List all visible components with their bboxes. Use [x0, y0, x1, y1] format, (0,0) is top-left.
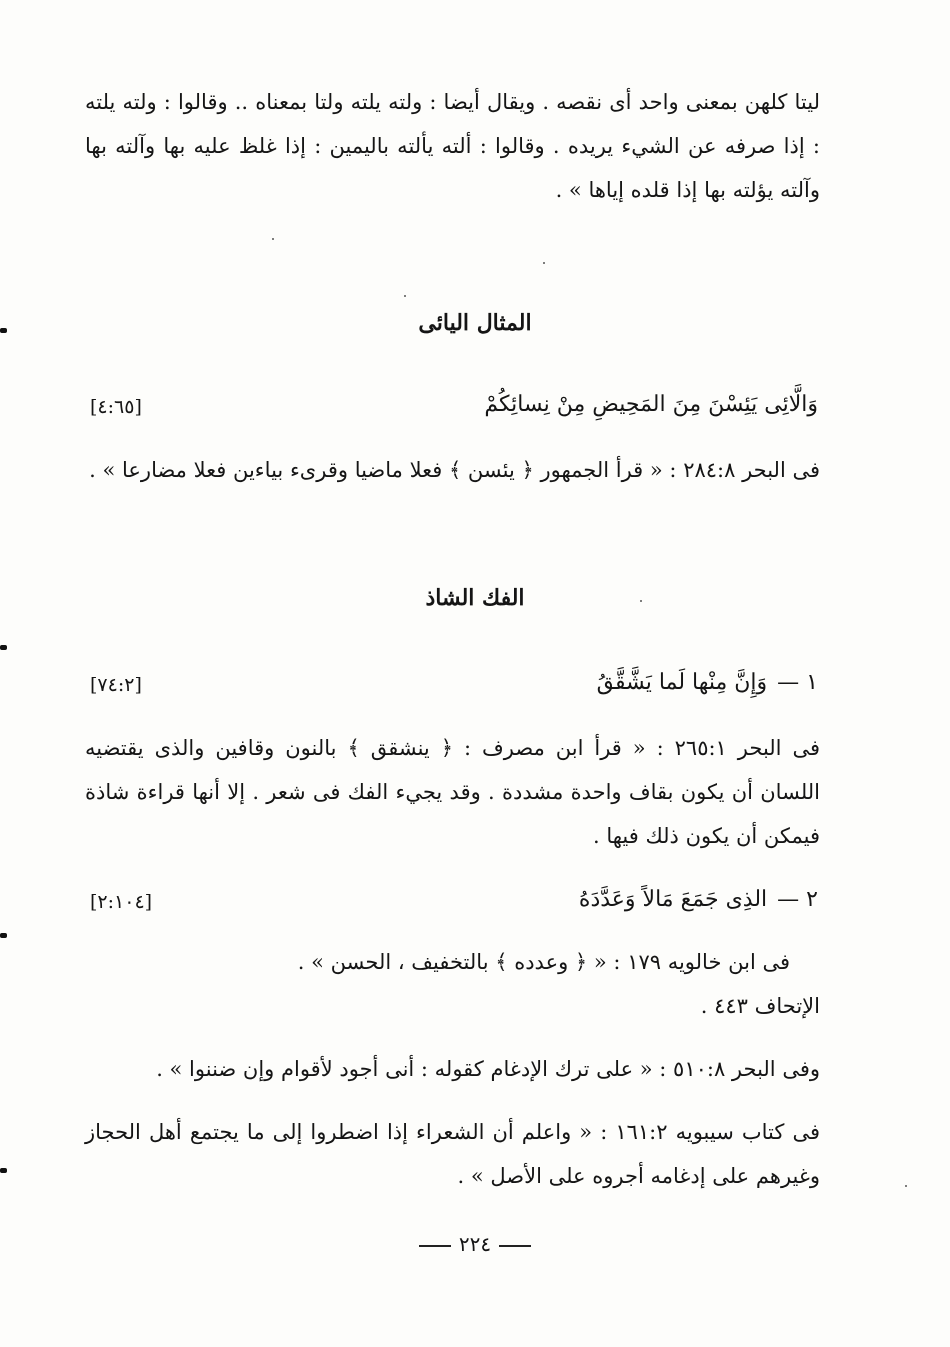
speck	[543, 262, 545, 264]
dash-right	[499, 1245, 531, 1247]
verse-line-3	[90, 887, 818, 927]
margin-mark	[0, 645, 7, 650]
note-bahr-510: وفى البحر ٥١٠:٨ : « على ترك الإدغام كقوله : أنى أجود لأقوام وإن ضننوا » .	[156, 1057, 820, 1081]
verse-number: ١ —	[777, 670, 818, 695]
margin-mark	[0, 1168, 7, 1173]
verse-text: وَالَّائِى يَئِسْنَ مِنَ المَحِيضِ مِنْ نِسائِكُمْ	[484, 392, 818, 417]
note-bahr-284: فى البحر ٢٨٤:٨ : « قرأ الجمهور ﴿ يئسن ﴾ فعلا ماضيا وقرىء بياءين فعلا مضارعا » .	[89, 458, 820, 482]
verse-number: ٢ —	[777, 887, 818, 912]
intro-paragraph: ليتا كلهن بمعنى واحد أى نقصه . ويقال أيضا : ولته يلته ولتا بمعناه .. وقالوا : ولته يلته : إذا صرفه عن الشيء يريده . وقالوا : ألته يألته باليمين : إذا غلظ عليه بها وآلته بها وآلته يؤلته بها إذا قلده إياها » .	[85, 90, 820, 202]
verse-text	[579, 887, 818, 912]
verse-body: الذِى جَمَعَ مَالاً وَعَدَّدَهُ	[578, 887, 768, 912]
speck	[640, 600, 642, 602]
page-number	[0, 1232, 950, 1256]
note-khalawayh: فى ابن خالويه ١٧٩ : « ﴿ وعدده ﴾ بالتخفيف ، الحسن » .	[297, 950, 790, 974]
verse-reference: [٢:١٠٤]	[90, 891, 153, 913]
speck	[905, 1185, 907, 1187]
heading-fakk-shadh: الفك الشاذ	[425, 585, 525, 611]
verse-line-2	[90, 670, 818, 710]
speck	[404, 295, 406, 297]
note-sibawayh: فى كتاب سيبويه ١٦١:٢ : « واعلم أن الشعراء إذا اضطروا إلى ما يجتمع أهل الحجاز وغيرهم على إدغامه أجروه على الأصل » .	[85, 1120, 820, 1188]
verse-reference: [٧٤:٢]	[90, 674, 142, 696]
note-bahr-265: فى البحر ٢٦٥:١ : « قرأ ابن مصرف : ﴿ ينشقق ﴾ بالنون وقافين والذى يقتضيه اللسان أن يكون بقاف واحدة مشددة . وقد يجيء الفك فى شعر . إلا أنها قراءة شاذة فيمكن أن يكون ذلك فيها .	[85, 736, 821, 848]
speck	[272, 238, 274, 240]
margin-mark	[0, 328, 7, 333]
note-ithaf: الإتحاف ٤٤٣ .	[700, 994, 820, 1018]
verse-line-1	[90, 392, 818, 432]
verse-text	[597, 670, 818, 695]
verse-reference: [٤:٦٥]	[90, 396, 142, 418]
verse-body: وَإِنَّ مِنْها لَما يَشَّقَّقُ	[596, 670, 768, 695]
margin-mark	[0, 933, 7, 938]
heading-mithal-yai: المثال اليائى	[418, 310, 532, 336]
dash-left	[419, 1245, 451, 1247]
page-number-value: ٢٢٤	[458, 1232, 492, 1256]
